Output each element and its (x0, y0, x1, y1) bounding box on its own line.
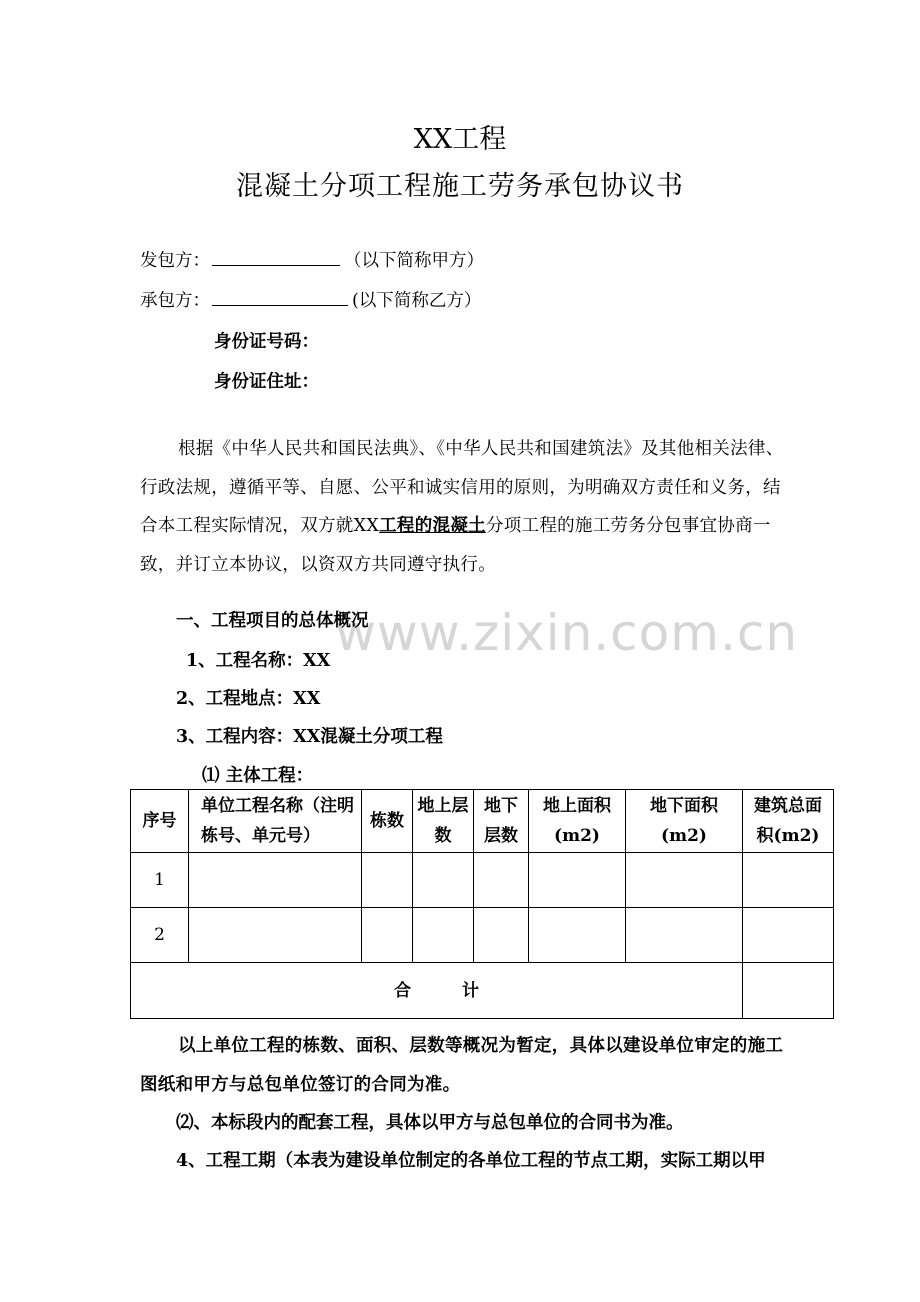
section1-heading: 一、工程项目的总体概况 (176, 611, 369, 631)
table-cell[interactable] (474, 908, 529, 963)
table-row (131, 853, 834, 908)
contractor-label: 承包方： (140, 291, 210, 311)
header-cell: 地下面积(m2) (626, 790, 743, 853)
intro-text-after: 分项工程的施工劳务分包事宜协商一致，并订立本协议，以资双方共同遵守执行。 (140, 516, 771, 575)
section1-sub1: ⑴ 主体工程： (202, 766, 314, 786)
table-header-row (131, 790, 834, 853)
document-subtitle: 混凝土分项工程施工劳务承包协议书 (236, 171, 684, 202)
intro-text: 根据《中华人民共和国民法典》、《中华人民共和国建筑法》及其他相关法律、行政法规，遵循平等、自愿、公平和诚实信用的原则，为明确双方责任和义务，结合本工程实际情况，双方就XX (140, 439, 784, 536)
table-cell[interactable] (189, 853, 362, 908)
section1-item1: 1、工程名称：XX (186, 651, 331, 671)
table-cell[interactable] (474, 853, 529, 908)
header-cell: 单位工程名称（注明栋号、单元号） (189, 790, 362, 853)
contractor-blank[interactable] (212, 287, 348, 306)
header-cell: 序号 (131, 790, 189, 853)
employer-blank[interactable] (212, 247, 340, 266)
section1-item2: 2、工程地点：XX (176, 689, 321, 709)
employer-label: 发包方： (140, 251, 210, 271)
table-cell: 1 (131, 853, 189, 908)
header-cell: 地上层数 (413, 790, 474, 853)
document-title: XX工程 (413, 124, 507, 155)
table-cell: 2 (131, 908, 189, 963)
intro-underlined-text: 工程的混凝土 (379, 516, 486, 536)
contractor-suffix: (以下简称乙方） (352, 291, 482, 311)
item4-line: 4、工程工期（本表为建设单位制定的各单位工程的节点工期，实际工期以甲 (176, 1151, 766, 1171)
table-cell[interactable] (362, 853, 413, 908)
header-cell: 建筑总面积(m2) (743, 790, 834, 853)
total-value[interactable] (743, 963, 834, 1019)
table-cell[interactable] (626, 908, 743, 963)
intro-paragraph (140, 430, 790, 584)
watermark: www.zixin.com.cn (335, 604, 799, 662)
table-cell[interactable] (529, 853, 626, 908)
table-cell[interactable] (413, 853, 474, 908)
table-total-row (131, 963, 834, 1019)
header-cell: 地上面积(m2) (529, 790, 626, 853)
table-cell[interactable] (743, 908, 834, 963)
table-cell[interactable] (189, 908, 362, 963)
header-cell: 栋数 (362, 790, 413, 853)
sub2-line: ⑵、本标段内的配套工程，具体以甲方与总包单位的合同书为准。 (176, 1113, 684, 1133)
table-note-paragraph: 以上单位工程的栋数、面积、层数等概况为暂定，具体以建设单位审定的施工图纸和甲方与总包单位签订的合同为准。 (140, 1036, 784, 1095)
id-address-label: 身份证住址： (214, 372, 319, 392)
table-cell[interactable] (529, 908, 626, 963)
header-cell: 地下层数 (474, 790, 529, 853)
table-row (131, 908, 834, 963)
table-cell[interactable] (743, 853, 834, 908)
total-label: 合 计 (131, 963, 743, 1019)
project-table (130, 789, 834, 1019)
employer-line (140, 247, 484, 275)
table-cell[interactable] (626, 853, 743, 908)
section1-item3: 3、工程内容：XX混凝土分项工程 (176, 727, 443, 747)
contractor-line (140, 287, 481, 315)
id-number-label: 身份证号码： (214, 332, 319, 352)
table-cell[interactable] (413, 908, 474, 963)
employer-suffix: （以下简称甲方） (344, 251, 484, 271)
table-cell[interactable] (362, 908, 413, 963)
